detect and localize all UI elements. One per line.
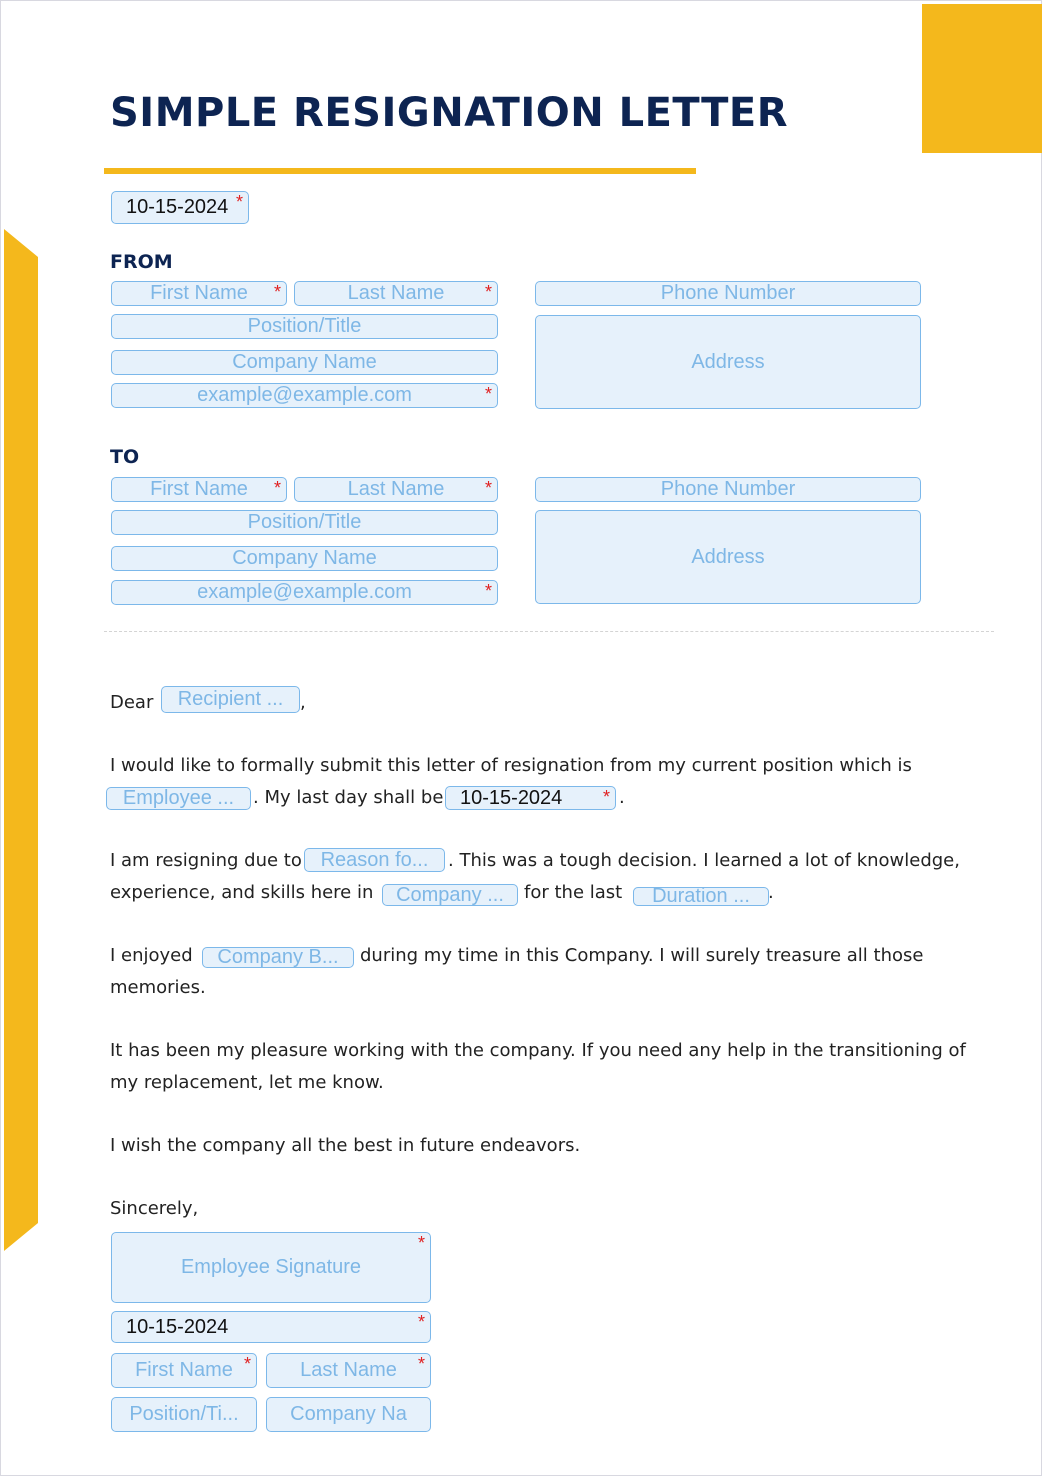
paragraph-2-mid: . This was a tough decision. I learned a lot of knowledge, <box>448 850 960 871</box>
recipient-field[interactable]: Recipient ... <box>161 686 300 713</box>
paragraph-2-line-2-mid: for the last <box>524 882 623 903</box>
to-last-name-field[interactable]: Last Name * <box>294 477 498 502</box>
paragraph-5: I wish the company all the best in future endeavors. <box>110 1135 581 1156</box>
paragraph-3-line-2: memories. <box>110 977 206 998</box>
salutation-comma: , <box>300 692 306 713</box>
signature-date-field[interactable]: 10-15-2024 * <box>111 1311 431 1343</box>
required-mark: * <box>484 581 492 601</box>
from-label: FROM <box>110 251 173 273</box>
to-company-field[interactable]: Company Name <box>111 546 498 571</box>
to-position-field[interactable]: Position/Title <box>111 510 498 535</box>
to-email-field[interactable]: example@example.com * <box>111 580 498 605</box>
required-mark: * <box>484 384 492 404</box>
required-mark: * <box>417 1233 425 1253</box>
duration-field[interactable]: Duration ... <box>633 887 769 906</box>
required-mark: * <box>484 478 492 498</box>
required-mark: * <box>417 1354 425 1374</box>
paragraph-2-line-2-start: experience, and skills here in <box>110 882 374 903</box>
from-first-name-field[interactable]: First Name * <box>111 281 287 306</box>
title-underline <box>104 168 696 174</box>
paragraph-3-start: I enjoyed <box>110 945 193 966</box>
employee-signature-field[interactable]: Employee Signature * <box>111 1232 431 1303</box>
paragraph-1-end: . <box>619 787 625 808</box>
corner-accent-block <box>922 4 1042 153</box>
from-email-field[interactable]: example@example.com * <box>111 383 498 408</box>
last-day-date-field[interactable]: 10-15-2024 * <box>445 786 616 810</box>
required-mark: * <box>484 282 492 302</box>
paragraph-1-mid: . My last day shall be <box>253 787 444 808</box>
from-phone-field[interactable]: Phone Number <box>535 281 921 306</box>
to-label: TO <box>110 446 140 468</box>
required-mark: * <box>235 192 243 212</box>
to-first-name-field[interactable]: First Name * <box>111 477 287 502</box>
company-benefit-field[interactable]: Company B... <box>202 947 354 968</box>
from-position-field[interactable]: Position/Title <box>111 314 498 339</box>
paragraph-1-line-1: I would like to formally submit this letter of resignation from my current position which is <box>110 755 912 776</box>
side-accent-bar <box>4 229 38 1251</box>
required-mark: * <box>417 1312 425 1332</box>
employee-position-field[interactable]: Employee ... <box>106 787 251 810</box>
paragraph-3-mid: during my time in this Company. I will surely treasure all those <box>360 945 924 966</box>
closing-text: Sincerely, <box>110 1198 199 1219</box>
paragraph-4-line-1: It has been my pleasure working with the company. If you need any help in the transitioning of <box>110 1040 966 1061</box>
required-mark: * <box>243 1354 251 1374</box>
salutation-text: Dear <box>110 692 154 713</box>
signature-first-name-field[interactable]: First Name * <box>111 1353 257 1388</box>
signature-company-field[interactable]: Company Na <box>266 1397 431 1432</box>
paragraph-4-line-2: my replacement, let me know. <box>110 1072 384 1093</box>
signature-position-field[interactable]: Position/Ti... <box>111 1397 257 1432</box>
document-title: SIMPLE RESIGNATION LETTER <box>110 90 789 136</box>
from-address-field[interactable]: Address <box>535 315 921 409</box>
date-field-top[interactable]: 10-15-2024 * <box>111 191 249 224</box>
from-last-name-field[interactable]: Last Name * <box>294 281 498 306</box>
paragraph-2-end: . <box>768 882 774 903</box>
signature-last-name-field[interactable]: Last Name * <box>266 1353 431 1388</box>
company-field[interactable]: Company ... <box>382 884 518 906</box>
to-phone-field[interactable]: Phone Number <box>535 477 921 502</box>
to-address-field[interactable]: Address <box>535 510 921 604</box>
paragraph-2-start: I am resigning due to <box>110 850 302 871</box>
required-mark: * <box>602 787 610 807</box>
reason-field[interactable]: Reason fo... <box>304 848 445 872</box>
section-divider <box>104 631 994 632</box>
required-mark: * <box>273 478 281 498</box>
required-mark: * <box>273 282 281 302</box>
from-company-field[interactable]: Company Name <box>111 350 498 375</box>
